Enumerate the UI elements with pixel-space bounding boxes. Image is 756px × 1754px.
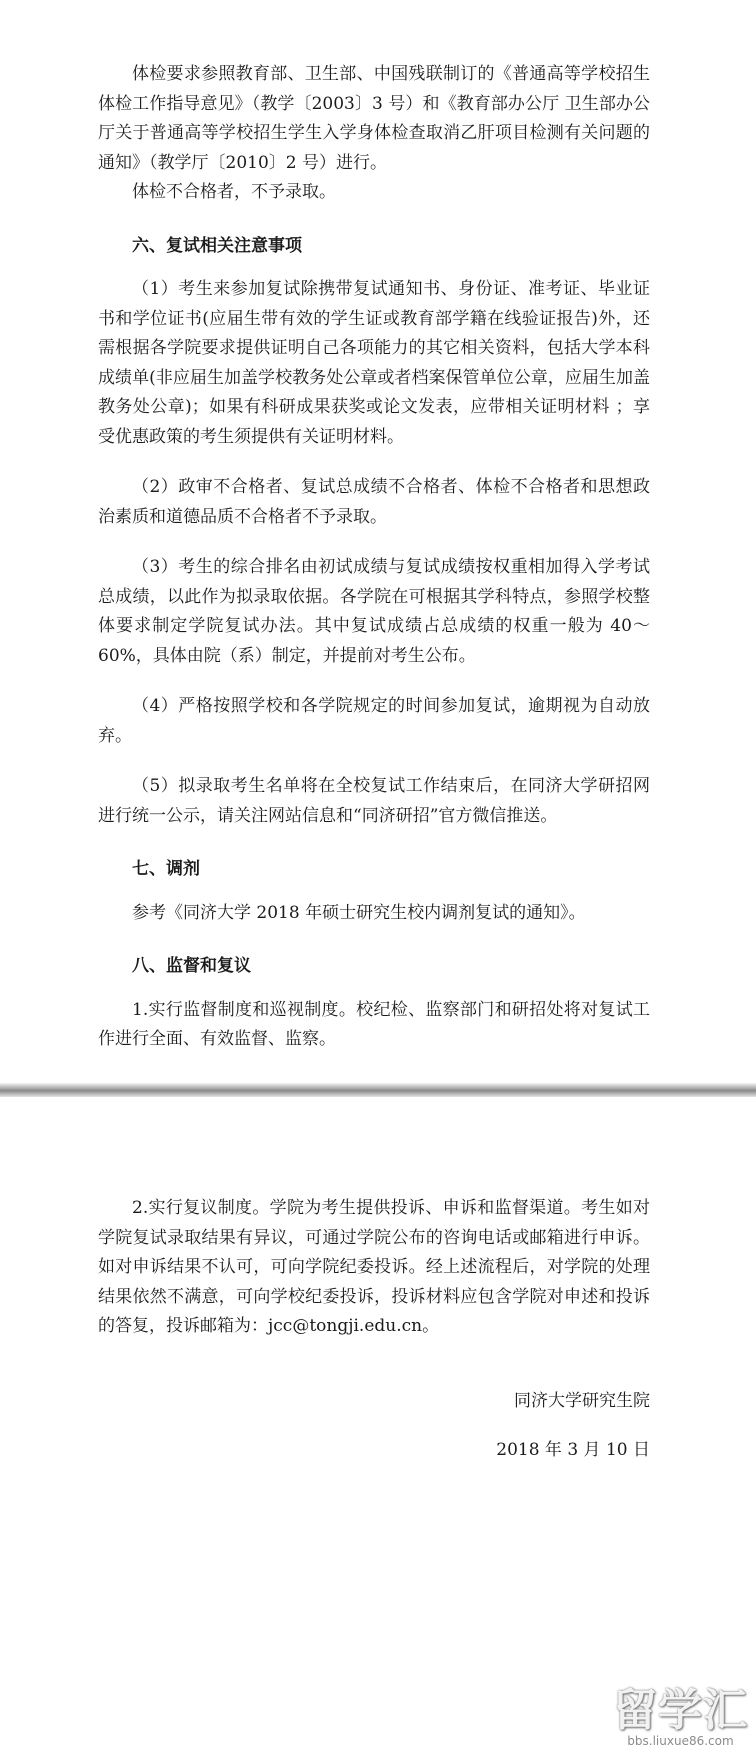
site-watermark bbox=[613, 1685, 748, 1748]
section-6-heading: 六、复试相关注意事项 bbox=[132, 235, 302, 256]
section-6-item-5: （5）拟录取考生名单将在全校复试工作结束后，在同济大学研招网进行统一公示，请关注网站信息和“同济研招”官方微信推送。 bbox=[98, 776, 650, 826]
section-6-item-2: （2）政审不合格者、复试总成绩不合格者、体检不合格者和思想政治素质和道德品质不合格者不予录取。 bbox=[98, 477, 650, 527]
section-8-heading: 八、监督和复议 bbox=[132, 956, 251, 976]
section-8-item-2: 2.实行复议制度。学院为考生提供投诉、申诉和监督渠道。考生如对学院复试录取结果有异议，可通过学院公布的咨询电话或邮箱进行申诉。如对申诉结果不认可，可向学院纪委投诉。经上述流程后，对学院的处理结果依然不满意，可向学校纪委投诉，投诉材料应包含学院对申述和投诉的答复，投诉邮箱为：jcc@tongji.edu.cn。 bbox=[98, 1198, 650, 1336]
section-6-item-1: （1）考生来参加复试除携带复试通知书、身份证、准考证、毕业证书和学位证书(应届生带有效的学生证或教育部学籍在线验证报告)外，还需根据各学院要求提供证明自己各项能力的其它相关资料，包括大学本科成绩单(非应届生加盖学校教务处公章或者档案保管单位公章，应届生加盖教务处公章)；如果有科研成果获奖或论文发表，应带相关证明材料 ；享受优惠政策的考生须提供有关证明材料。 bbox=[98, 279, 650, 447]
page-2-content bbox=[98, 1194, 650, 1466]
signature: 同济大学研究生院 bbox=[514, 1390, 650, 1411]
section-6-item-4: （4）严格按照学校和各学院规定的时间参加复试，逾期视为自动放弃。 bbox=[98, 696, 650, 746]
document-page-2 bbox=[0, 1097, 756, 1754]
section-7-text: 参考《同济大学 2018 年硕士研究生校内调剂复试的通知》。 bbox=[132, 902, 586, 923]
page-separator bbox=[0, 1083, 756, 1097]
watermark-logo: 留学汇 bbox=[613, 1685, 748, 1736]
physical-exam-paragraph: 体检要求参照教育部、卫生部、中国残联制订的《普通高等学校招生体检工作指导意见》（教学〔2003〕3 号）和《教育部办公厅 卫生部办公厅关于普通高等学校招生学生入学身体检查取消乙肝项目检测有关问题的通知》（教学厅〔2010〕2 号）进行。 bbox=[98, 64, 650, 173]
page-1-content bbox=[98, 60, 650, 1055]
document-date: 2018 年 3 月 10 日 bbox=[496, 1440, 650, 1460]
section-8-item-1: 1.实行监督制度和巡视制度。校纪检、监察部门和研招处将对复试工作进行全面、有效监督、监察。 bbox=[98, 999, 650, 1049]
physical-exam-fail-paragraph: 体检不合格者，不予录取。 bbox=[132, 182, 336, 202]
watermark-url: bbs.liuxue86.com bbox=[627, 1734, 734, 1748]
section-6-item-3: （3）考生的综合排名由初试成绩与复试成绩按权重相加得入学考试总成绩，以此作为拟录取依据。各学院在可根据其学科特点，参照学校整体要求制定学院复试办法。其中复试成绩占总成绩的权重一般为 40～60%，具体由院（系）制定，并提前对考生公布。 bbox=[98, 557, 650, 666]
section-7-heading: 七、调剂 bbox=[132, 859, 200, 879]
